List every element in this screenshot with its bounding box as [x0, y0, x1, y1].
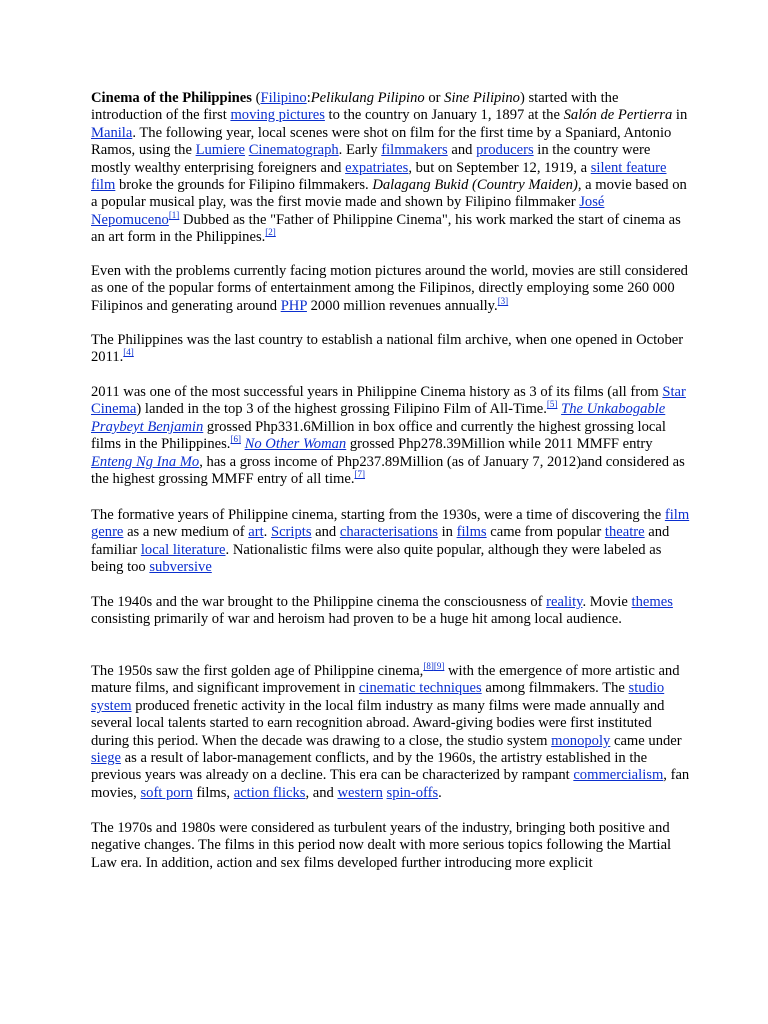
citation-1[interactable]: [1]: [168, 209, 180, 220]
paragraph-archive: The Philippines was the last country to establish a national film archive, when one opened in October 2011.[4]: [91, 332, 684, 366]
link-siege[interactable]: siege: [91, 750, 121, 767]
citation-4[interactable]: [4]: [123, 347, 134, 358]
link-subversive[interactable]: subversive: [149, 559, 212, 576]
link-filmmakers[interactable]: filmmakers: [381, 142, 448, 159]
link-star-cinema[interactable]: Star Cinema: [91, 384, 686, 418]
link-jose-nepomuceno[interactable]: José Nepomuceno: [91, 194, 605, 228]
link-scripts[interactable]: Scripts: [270, 524, 312, 541]
link-western[interactable]: western: [337, 784, 383, 801]
link-cinematic-techniques[interactable]: cinematic techniques: [358, 680, 482, 697]
link-theatre[interactable]: theatre: [604, 524, 645, 541]
link-local-literature[interactable]: local literature: [140, 541, 226, 558]
paragraph-2011: 2011 was one of the most successful years in Philippine Cinema history as 3 of its films (all from Star Cinema) landed in the top 3 of the highest grossing Filipino Film of All-Time.[5] The Unkabogable Praybeyt Benjamin grossed Php331.6Million in box office and currently the highest grossing local films in the Philippines.[6] No Other Woman grossed Php278.39Million while 2011 MMFF entry Enteng Ng Ina Mo, has a gross income of Php237.89Million (as of January 7, 2012)and considered as the highest grossing MMFF entry of all time.[7]: [91, 384, 686, 488]
citation-5[interactable]: [5]: [546, 399, 558, 410]
link-films[interactable]: films: [456, 524, 487, 541]
link-characterisations[interactable]: characterisations: [339, 524, 438, 541]
article-title: Cinema of the Philippines: [91, 90, 252, 106]
paragraph-1970s-1980s: The 1970s and 1980s were considered as turbulent years of the industry, bringing both positive and negative changes. The films in this period now dealt with more serious topics following the Martial Law era. In addition, action and sex films developed further introducing more explicit: [91, 820, 672, 871]
citation-8[interactable]: [8]: [423, 661, 434, 671]
link-filipino[interactable]: Filipino: [260, 90, 307, 106]
link-soft-porn[interactable]: soft porn: [140, 784, 193, 801]
link-unkabogable-praybeyt-benjamin[interactable]: The Unkabogable Praybeyt Benjamin: [91, 401, 666, 435]
link-monopoly[interactable]: monopoly: [551, 732, 611, 749]
link-enteng-ng-ina-mo[interactable]: Enteng Ng Ina Mo: [91, 453, 200, 470]
link-studio-system[interactable]: studio system: [91, 680, 665, 714]
link-cinematograph[interactable]: Cinematograph: [248, 142, 339, 159]
link-commercialism[interactable]: commercialism: [573, 767, 664, 784]
citation-6[interactable]: [6]: [230, 434, 241, 445]
link-themes[interactable]: themes: [631, 594, 673, 610]
link-lumiere[interactable]: Lumiere: [195, 142, 246, 159]
link-reality[interactable]: reality: [546, 594, 583, 610]
link-no-other-woman[interactable]: No Other Woman: [244, 436, 347, 453]
link-moving-pictures[interactable]: moving pictures: [230, 107, 325, 124]
link-action-flicks[interactable]: action flicks: [233, 784, 306, 801]
citation-3[interactable]: [3]: [497, 295, 509, 306]
link-silent-feature-film[interactable]: silent feature film: [91, 159, 667, 194]
link-expatriates[interactable]: expatriates: [345, 159, 409, 176]
citation-7[interactable]: [7]: [354, 469, 365, 480]
link-php[interactable]: PHP: [280, 297, 307, 314]
paragraph-intro: Cinema of the Philippines (Filipino:Pelikulang Pilipino or Sine Pilipino) started with the introduction of the first moving pictures to the country on January 1, 1897 at the Salón de Pertierra in Manila. The following year, local scenes were shot on film for the first time by a Spaniard, Antonio Ramos, using the Lumiere Cinematograph. Early filmmakers and producers in the country were mostly wealthy enterprising foreigners and expatriates, but on September 12, 1919, a silent feature film broke the grounds for Filipino filmmakers. Dalagang Bukid (Country Maiden), a movie based on a popular musical play, was the first movie made and shown by Filipino filmmaker José Nepomuceno[1] Dubbed as the "Father of Philippine Cinema", his work marked the start of cinema as an art form in the Philippines.[2]: [91, 90, 688, 246]
link-art[interactable]: art: [248, 524, 264, 541]
paragraph-industry: Even with the problems currently facing motion pictures around the world, movies are still considered as one of the popular forms of entertainment among the Filipinos, directly employing some 260 000 Filipinos and generating around PHP 2000 million revenues annually.[3]: [91, 263, 688, 314]
citation-2[interactable]: [2]: [265, 227, 276, 238]
citation-9[interactable]: [9]: [433, 661, 445, 671]
link-producers[interactable]: producers: [476, 142, 534, 159]
paragraph-1950s: The 1950s saw the first golden age of Philippine cinema,[8][9] with the emergence of more artistic and mature films, and significant improvement in cinematic techniques among filmmakers. The studio system produced frenetic activity in the local film industry as many films were made annually and several local talents started to earn recognition abroad. Award-giving bodies were first instituted during this period. When the decade was drawing to a close, the studio system monopoly came under siege as a result of labor-management conflicts, and by the 1960s, the artistry established in the previous years was already on a decline. This era can be characterized by rampant commercialism, fan movies, soft porn films, action flicks, and western spin-offs.: [91, 661, 690, 801]
link-spin-offs[interactable]: spin-offs: [386, 784, 439, 801]
link-film-genre[interactable]: film genre: [91, 507, 690, 541]
paragraph-1930s: The formative years of Philippine cinema, starting from the 1930s, were a time of discovering the film genre as a new medium of art. Scripts and characterisations in films came from popular theatre and familiar local literature. Nationalistic films were also quite popular, although they were labeled as being too subversive: [91, 507, 690, 576]
paragraph-1940s: The 1940s and the war brought to the Philippine cinema the consciousness of reality. Movie themes consisting primarily of war and heroism had proven to be a huge hit among local audience.: [91, 594, 673, 628]
link-manila[interactable]: Manila: [91, 124, 133, 141]
